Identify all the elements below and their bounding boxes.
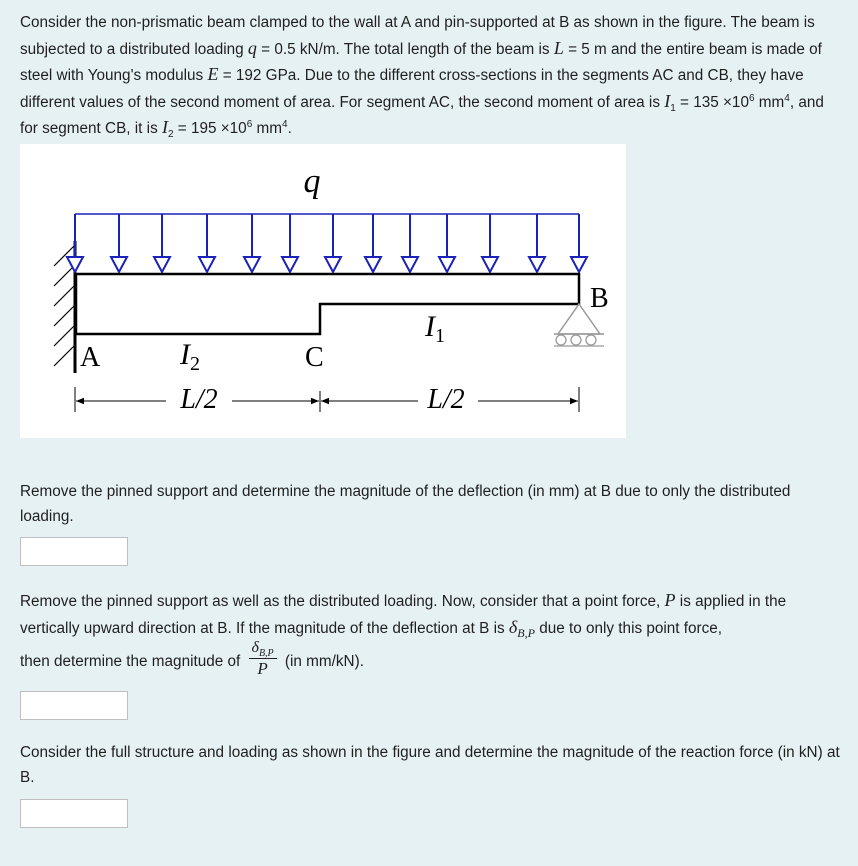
load-arrow-head [482,257,498,272]
load-arrow-head [67,257,83,272]
intro-text-7: , and for segment CB, it is [20,93,824,138]
dimension-lines [75,387,579,412]
fraction-delta-subscript: B,P [258,648,274,660]
beam-figure [20,144,626,438]
question-3-text: Consider the full structure and loading as shown in the figure and determine the magnitude of the reaction force (in kN) at B. [20,744,840,786]
exponent-6b: 6 [246,119,253,131]
exponent-4a: 4 [784,92,790,104]
I1-figure-subscript: 1 [435,325,445,347]
load-arrow-head [111,257,127,272]
I2-subscript: 2 [167,129,174,141]
load-arrow-head [529,257,545,272]
I1-subscript: 1 [670,102,676,114]
question-2-text-5: (in mm/kN). [280,653,364,670]
load-arrow-head [402,257,418,272]
answer-input-1[interactable] [20,537,128,566]
I2-symbol: I [161,117,168,138]
load-arrow-head [199,257,215,272]
question-2-text-1: Remove the pinned support as well as the distributed loading. Now, consider that a point force, [20,593,665,610]
intro-text-1: Consider the non-prismatic beam clamped to the wall at A and pin-supported at B as shown in the figure. The beam is subjected to a distributed loading [20,14,815,58]
dim-right-label: L/2 [427,384,465,415]
fraction-numerator [249,638,277,659]
intro-text-9: mm [252,120,282,138]
question-2 [20,588,840,641]
delta-over-P-fraction [249,638,277,679]
load-arrow-head [282,257,298,272]
point-A-label: A [80,342,101,373]
question-2-line-2 [20,637,840,687]
delta-subscript: B,P [517,625,535,640]
fraction-delta: δ [251,639,259,657]
intro-text-6: mm [754,93,785,111]
distributed-load-arrows [67,214,587,272]
I1-figure-label [424,310,445,347]
load-arrow-head [365,257,381,272]
intro-text-5: = 135 ×10 [675,93,749,111]
point-C-label: C [305,342,324,373]
answer-input-3[interactable] [20,799,128,828]
load-arrow-head [439,257,455,272]
question-2-text-2: is applied in the vertically upward direction at B. If the magnitude of the deflection at B is [20,593,787,637]
problem-intro [20,11,840,142]
question-3 [20,741,840,790]
answer-input-2[interactable] [20,691,128,720]
intro-text-4: = 192 GPa. Due to the different cross-sections in the segments AC and CB, they have different values of the second moment of area. For segment AC, the second moment of area is [20,67,804,111]
delta-symbol: δ [508,616,518,637]
load-arrow-head [244,257,260,272]
question-2-text-4: then determine the magnitude of [20,653,245,670]
beam-body [76,274,579,334]
beam-diagram [20,144,626,438]
intro-text-10: . [287,120,292,138]
intro-text-8: = 195 ×10 [173,120,247,138]
I2-figure-label [179,338,200,375]
question-2-text-3: due to only this point force, [534,619,723,637]
E-symbol: E [207,64,219,85]
question-1 [20,480,840,529]
I1-figure-symbol: I [425,310,435,343]
dim-left-label: L/2 [180,384,218,415]
q-label: q [303,163,321,200]
I1-symbol: I [664,90,671,111]
point-B-label: B [590,283,609,314]
L-symbol: L [553,37,564,58]
load-arrow-head [325,257,341,272]
exponent-6a: 6 [748,92,755,104]
load-arrow-head [154,257,170,272]
q-symbol: q [247,37,257,58]
exponent-4b: 4 [282,119,288,131]
intro-text-2: = 0.5 kN/m. The total length of the beam is [256,40,554,58]
load-arrow-head [571,257,587,272]
question-1-text: Remove the pinned support and determine the magnitude of the deflection (in mm) at B due to only the distributed loading. [20,483,791,525]
fraction-denominator: P [257,659,268,679]
I2-figure-subscript: 2 [190,353,200,375]
intro-text-3: = 5 m and the entire beam is made of steel with Young's modulus [20,40,822,85]
I2-figure-symbol: I [180,338,190,371]
P-symbol: P [664,590,676,610]
